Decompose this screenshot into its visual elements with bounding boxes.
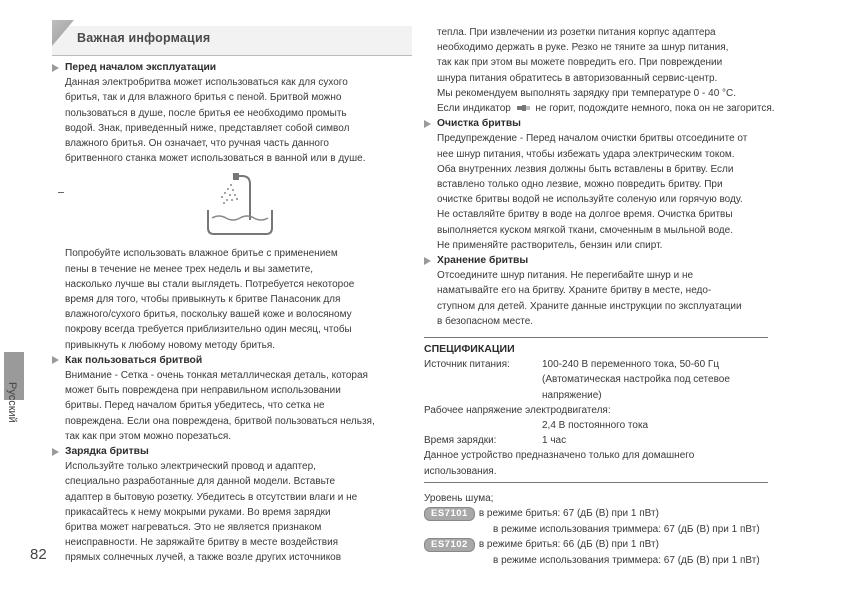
- spec-motor-label: Рабочее напряжение электродвигателя:: [424, 404, 611, 416]
- spec-power-row: Источник питания: 100-240 В переменного тока, 50-60 Гц: [424, 359, 720, 371]
- triangle-bullet-icon: [52, 356, 59, 364]
- noise-title: Уровень шума;: [424, 492, 494, 504]
- paragraph-charging: Используйте только электрический провод и адаптер, специально разработанные для данной модели. Вставьте адаптер в бытовую розетку. Убедитесь в отсутствии влаги и не прикасайтесь к нему мокрыми руками. Во время зарядки бритва может нагреваться. Это не является признаком неисправности. Не заряжайте бритву в месте воздействия прямых солнечных лучей, а также возле других источников: [65, 461, 358, 564]
- language-label: Русский: [6, 382, 18, 423]
- page-number: 82: [30, 546, 47, 563]
- section-heading-charging: Зарядка бритвы: [52, 444, 412, 459]
- indicator-line: Если индикатор не горит, подождите немного, пока он не загорится.: [437, 103, 775, 115]
- noise-model-row: ES7101 в режиме бритья: 67 (дБ (В) при 1 пВт): [424, 506, 784, 522]
- model-badge: ES7102: [424, 538, 475, 552]
- noise-model-row: ES7102 в режиме бритья: 66 (дБ (В) при 1 пВт): [424, 537, 784, 553]
- section-heading-usage: Перед началом эксплуатации: [52, 60, 412, 75]
- spec-title: СПЕЦИФИКАЦИИ: [424, 343, 515, 356]
- right-column: [424, 25, 784, 568]
- spec-charge-row: Время зарядки: 1 час: [424, 435, 567, 447]
- model-badge: ES7101: [424, 507, 475, 521]
- dash-mark: [58, 192, 64, 193]
- triangle-bullet-icon: [52, 448, 59, 456]
- paragraph-cleaning: Предупреждение - Перед началом очистки бритвы отсоедините от нее шнур питания, чтобы избежать удара электрическим током. Оба внутренних лезвия должны быть вставлены в бритву. Если вставлено только одно лезвие, можно повредить бритву. При очистке бритвы водой не используйте соленую или горячую воду. Не оставляйте бритву в воде на долгое время. Очистка бритвы выполняется куском мягкой ткани, смоченным в мыльной воде. Не применяйте растворитель, бензин или спирт.: [437, 133, 748, 251]
- section-heading-storage: Хранение бритвы: [424, 253, 784, 268]
- paragraph-how-to-use: Внимание - Сетка - очень тонкая металлическая деталь, которая может быть повреждена при неправильном использовании бритвы. Перед началом бритья убедитесь, что сетка не повреждена. Если она повреждена, бритвой пользоваться нельзя, так как при этом можно порезаться.: [65, 370, 375, 442]
- wet-shaving-symbol-area: [52, 170, 412, 246]
- specifications-box: СПЕЦИФИКАЦИИ Источник питания: 100-240 В переменного тока, 50-60 Гц (Автоматическая настройка под сетевое напряжение) Рабочее напряжение электродвигателя: 2,4 В постоянного тока Время зарядки: 1 час Данное устройство предназначено только для домашнего использования.: [424, 337, 768, 483]
- charge-indicator-icon: [517, 104, 530, 112]
- left-column: [52, 60, 412, 566]
- paragraph-charging-continued: тепла. При извлечении из розетки питания корпус адаптера необходимо держать в руке. Резко не тяните за шнур питания, так как при этом вы можете повредить его. При повреждении шнура питания обратитесь в авторизованный сервис-центр. Мы рекомендуем выполнять зарядку при температуре 0 - 40 °С. Если индикатор не горит, подождите немного, пока он не загорится.: [424, 25, 784, 116]
- spec-motor-value: 2,4 В постоянного тока: [542, 420, 649, 432]
- bath-shower-icon: [202, 170, 282, 240]
- section-heading-cleaning: Очистка бритвы: [424, 116, 784, 131]
- page-title: Важная информация: [77, 31, 211, 45]
- triangle-bullet-icon: [424, 257, 431, 265]
- paragraph-storage: Отсоедините шнур питания. Не перегибайте шнур и не наматывайте его на бритву. Храните бритву в месте, недо- ступном для детей. Храните данные инструкции по эксплуатации в безопасном месте.: [437, 270, 742, 327]
- paragraph-try-wet: Попробуйте использовать влажное бритье с применением пены в течение не менее трех недель и вы заметите, насколько лучше вы стали выглядеть. Потребуется некоторое время для того, чтобы привыкнуть к бритве Панасоник для влажного/сухого бритья, поскольку вашей коже и волосяному покрову всегда требуется приблизительно один месяц, чтобы привыкнуть к любому новому методу бритья.: [65, 248, 355, 351]
- triangle-bullet-icon: [52, 64, 59, 72]
- noise-level-block: Уровень шума; ES7101 в режиме бритья: 67 (дБ (В) при 1 пВт) в режиме использования триммера: 67 (дБ (В) при 1 пВт) ES7102 в режиме бритья: 66 (дБ (В) при 1 пВт) в режиме использования триммера: 67 (дБ (В) при 1 пВт): [424, 491, 784, 568]
- triangle-bullet-icon: [424, 120, 431, 128]
- spec-note: Данное устройство предназначено только для домашнего: [424, 450, 695, 462]
- paragraph-usage: Данная электробритва может использоваться как для сухого бритья, так и для влажного бритья с пеной. Бритвой можно пользоваться в душе, после бритья ее необходимо промыть водой. Знак, приведенный ниже, представляет собой символ влажного бритья. Он означает, что ручная часть данного бритвенного станка может использоваться в ванной или в душе.: [65, 77, 366, 165]
- section-heading-how-to-use: Как пользоваться бритвой: [52, 353, 412, 368]
